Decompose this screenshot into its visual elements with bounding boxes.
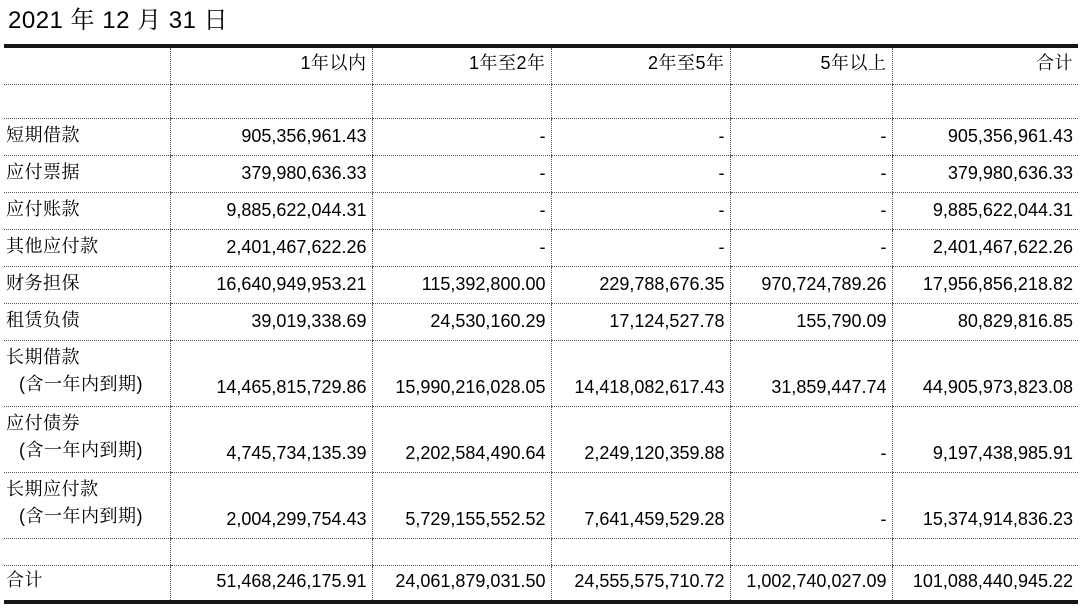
amount-cell: 115,392,800.00: [372, 266, 551, 303]
amount-cell: 379,980,636.33: [170, 155, 372, 192]
amount-cell: 905,356,961.43: [892, 118, 1078, 155]
amount-cell: 101,088,440,945.22: [892, 565, 1078, 602]
row-label-line1: 长期应付款: [6, 478, 99, 499]
row-label: 租赁负债: [4, 303, 170, 340]
amount-cell: 970,724,789.26: [730, 266, 892, 303]
column-header: 2年至5年: [551, 46, 730, 84]
amount-cell: 80,829,816.85: [892, 303, 1078, 340]
amount-cell: 17,956,856,218.82: [892, 266, 1078, 303]
amount-cell: -: [730, 229, 892, 266]
amount-cell: 51,468,246,175.91: [170, 565, 372, 602]
amount-cell: -: [551, 229, 730, 266]
amount-cell: 14,465,815,729.86: [170, 340, 372, 406]
amount-cell: 24,555,575,710.72: [551, 565, 730, 602]
total-row: [4, 565, 1078, 602]
row-label: 短期借款: [4, 118, 170, 155]
row-label-line1: 长期借款: [6, 346, 80, 367]
amount-cell: [730, 538, 892, 565]
amount-cell: 2,202,584,490.64: [372, 406, 551, 472]
amount-cell: -: [551, 118, 730, 155]
amount-cell: 31,859,447.74: [730, 340, 892, 406]
amount-cell: 17,124,527.78: [551, 303, 730, 340]
table-row: [4, 472, 1078, 538]
liability-maturity-table: [4, 44, 1078, 604]
amount-cell: [170, 538, 372, 565]
row-label: [4, 472, 170, 538]
amount-cell: [372, 84, 551, 118]
table-row: [4, 192, 1078, 229]
table-row: [4, 118, 1078, 155]
amount-cell: 15,990,216,028.05: [372, 340, 551, 406]
amount-cell: 9,885,622,044.31: [892, 192, 1078, 229]
amount-cell: 2,401,467,622.26: [170, 229, 372, 266]
amount-cell: -: [372, 155, 551, 192]
amount-cell: -: [372, 118, 551, 155]
amount-cell: 2,401,467,622.26: [892, 229, 1078, 266]
column-header: 合计: [892, 46, 1078, 84]
row-label: [4, 340, 170, 406]
amount-cell: 14,418,082,617.43: [551, 340, 730, 406]
amount-cell: [892, 538, 1078, 565]
column-header-empty: [4, 46, 170, 84]
amount-cell: [372, 538, 551, 565]
row-label-line1: 应付债券: [6, 412, 80, 433]
table-row: [4, 303, 1078, 340]
table-body: [4, 84, 1078, 602]
amount-cell: 24,530,160.29: [372, 303, 551, 340]
amount-cell: 1,002,740,027.09: [730, 565, 892, 602]
row-label: [4, 406, 170, 472]
amount-cell: 379,980,636.33: [892, 155, 1078, 192]
amount-cell: 229,788,676.35: [551, 266, 730, 303]
row-label: [4, 84, 170, 118]
amount-cell: -: [730, 472, 892, 538]
amount-cell: [551, 84, 730, 118]
amount-cell: 155,790.09: [730, 303, 892, 340]
table-row: [4, 229, 1078, 266]
table-row: [4, 155, 1078, 192]
table-row: [4, 406, 1078, 472]
table-header: [4, 46, 1078, 84]
page-title: 2021 年 12 月 31 日: [8, 7, 229, 34]
row-label: 应付账款: [4, 192, 170, 229]
amount-cell: -: [730, 155, 892, 192]
column-header: 1年至2年: [372, 46, 551, 84]
amount-cell: [892, 84, 1078, 118]
column-header: 1年以内: [170, 46, 372, 84]
row-label: 财务担保: [4, 266, 170, 303]
amount-cell: -: [730, 192, 892, 229]
amount-cell: 5,729,155,552.52: [372, 472, 551, 538]
amount-cell: -: [730, 406, 892, 472]
table-row: [4, 266, 1078, 303]
amount-cell: -: [372, 192, 551, 229]
amount-cell: 9,197,438,985.91: [892, 406, 1078, 472]
spacer-row: [4, 538, 1078, 565]
amount-cell: 4,745,734,135.39: [170, 406, 372, 472]
spacer-row: [4, 84, 1078, 118]
row-label: [4, 538, 170, 565]
column-header: 5年以上: [730, 46, 892, 84]
amount-cell: 16,640,949,953.21: [170, 266, 372, 303]
row-label-line2: (含一年内到期): [19, 373, 143, 394]
amount-cell: 7,641,459,529.28: [551, 472, 730, 538]
amount-cell: [730, 84, 892, 118]
amount-cell: 2,249,120,359.88: [551, 406, 730, 472]
amount-cell: -: [372, 229, 551, 266]
amount-cell: 24,061,879,031.50: [372, 565, 551, 602]
row-label-line2: (含一年内到期): [19, 505, 143, 526]
amount-cell: [170, 84, 372, 118]
row-label: 应付票据: [4, 155, 170, 192]
amount-cell: 44,905,973,823.08: [892, 340, 1078, 406]
amount-cell: 39,019,338.69: [170, 303, 372, 340]
amount-cell: 15,374,914,836.23: [892, 472, 1078, 538]
amount-cell: 905,356,961.43: [170, 118, 372, 155]
row-label: 合计: [4, 565, 170, 602]
amount-cell: -: [551, 192, 730, 229]
row-label: 其他应付款: [4, 229, 170, 266]
table-row: [4, 340, 1078, 406]
amount-cell: [551, 538, 730, 565]
amount-cell: -: [730, 118, 892, 155]
amount-cell: 2,004,299,754.43: [170, 472, 372, 538]
table-header-row: [4, 46, 1078, 84]
row-label-line2: (含一年内到期): [19, 439, 143, 460]
amount-cell: -: [551, 155, 730, 192]
amount-cell: 9,885,622,044.31: [170, 192, 372, 229]
